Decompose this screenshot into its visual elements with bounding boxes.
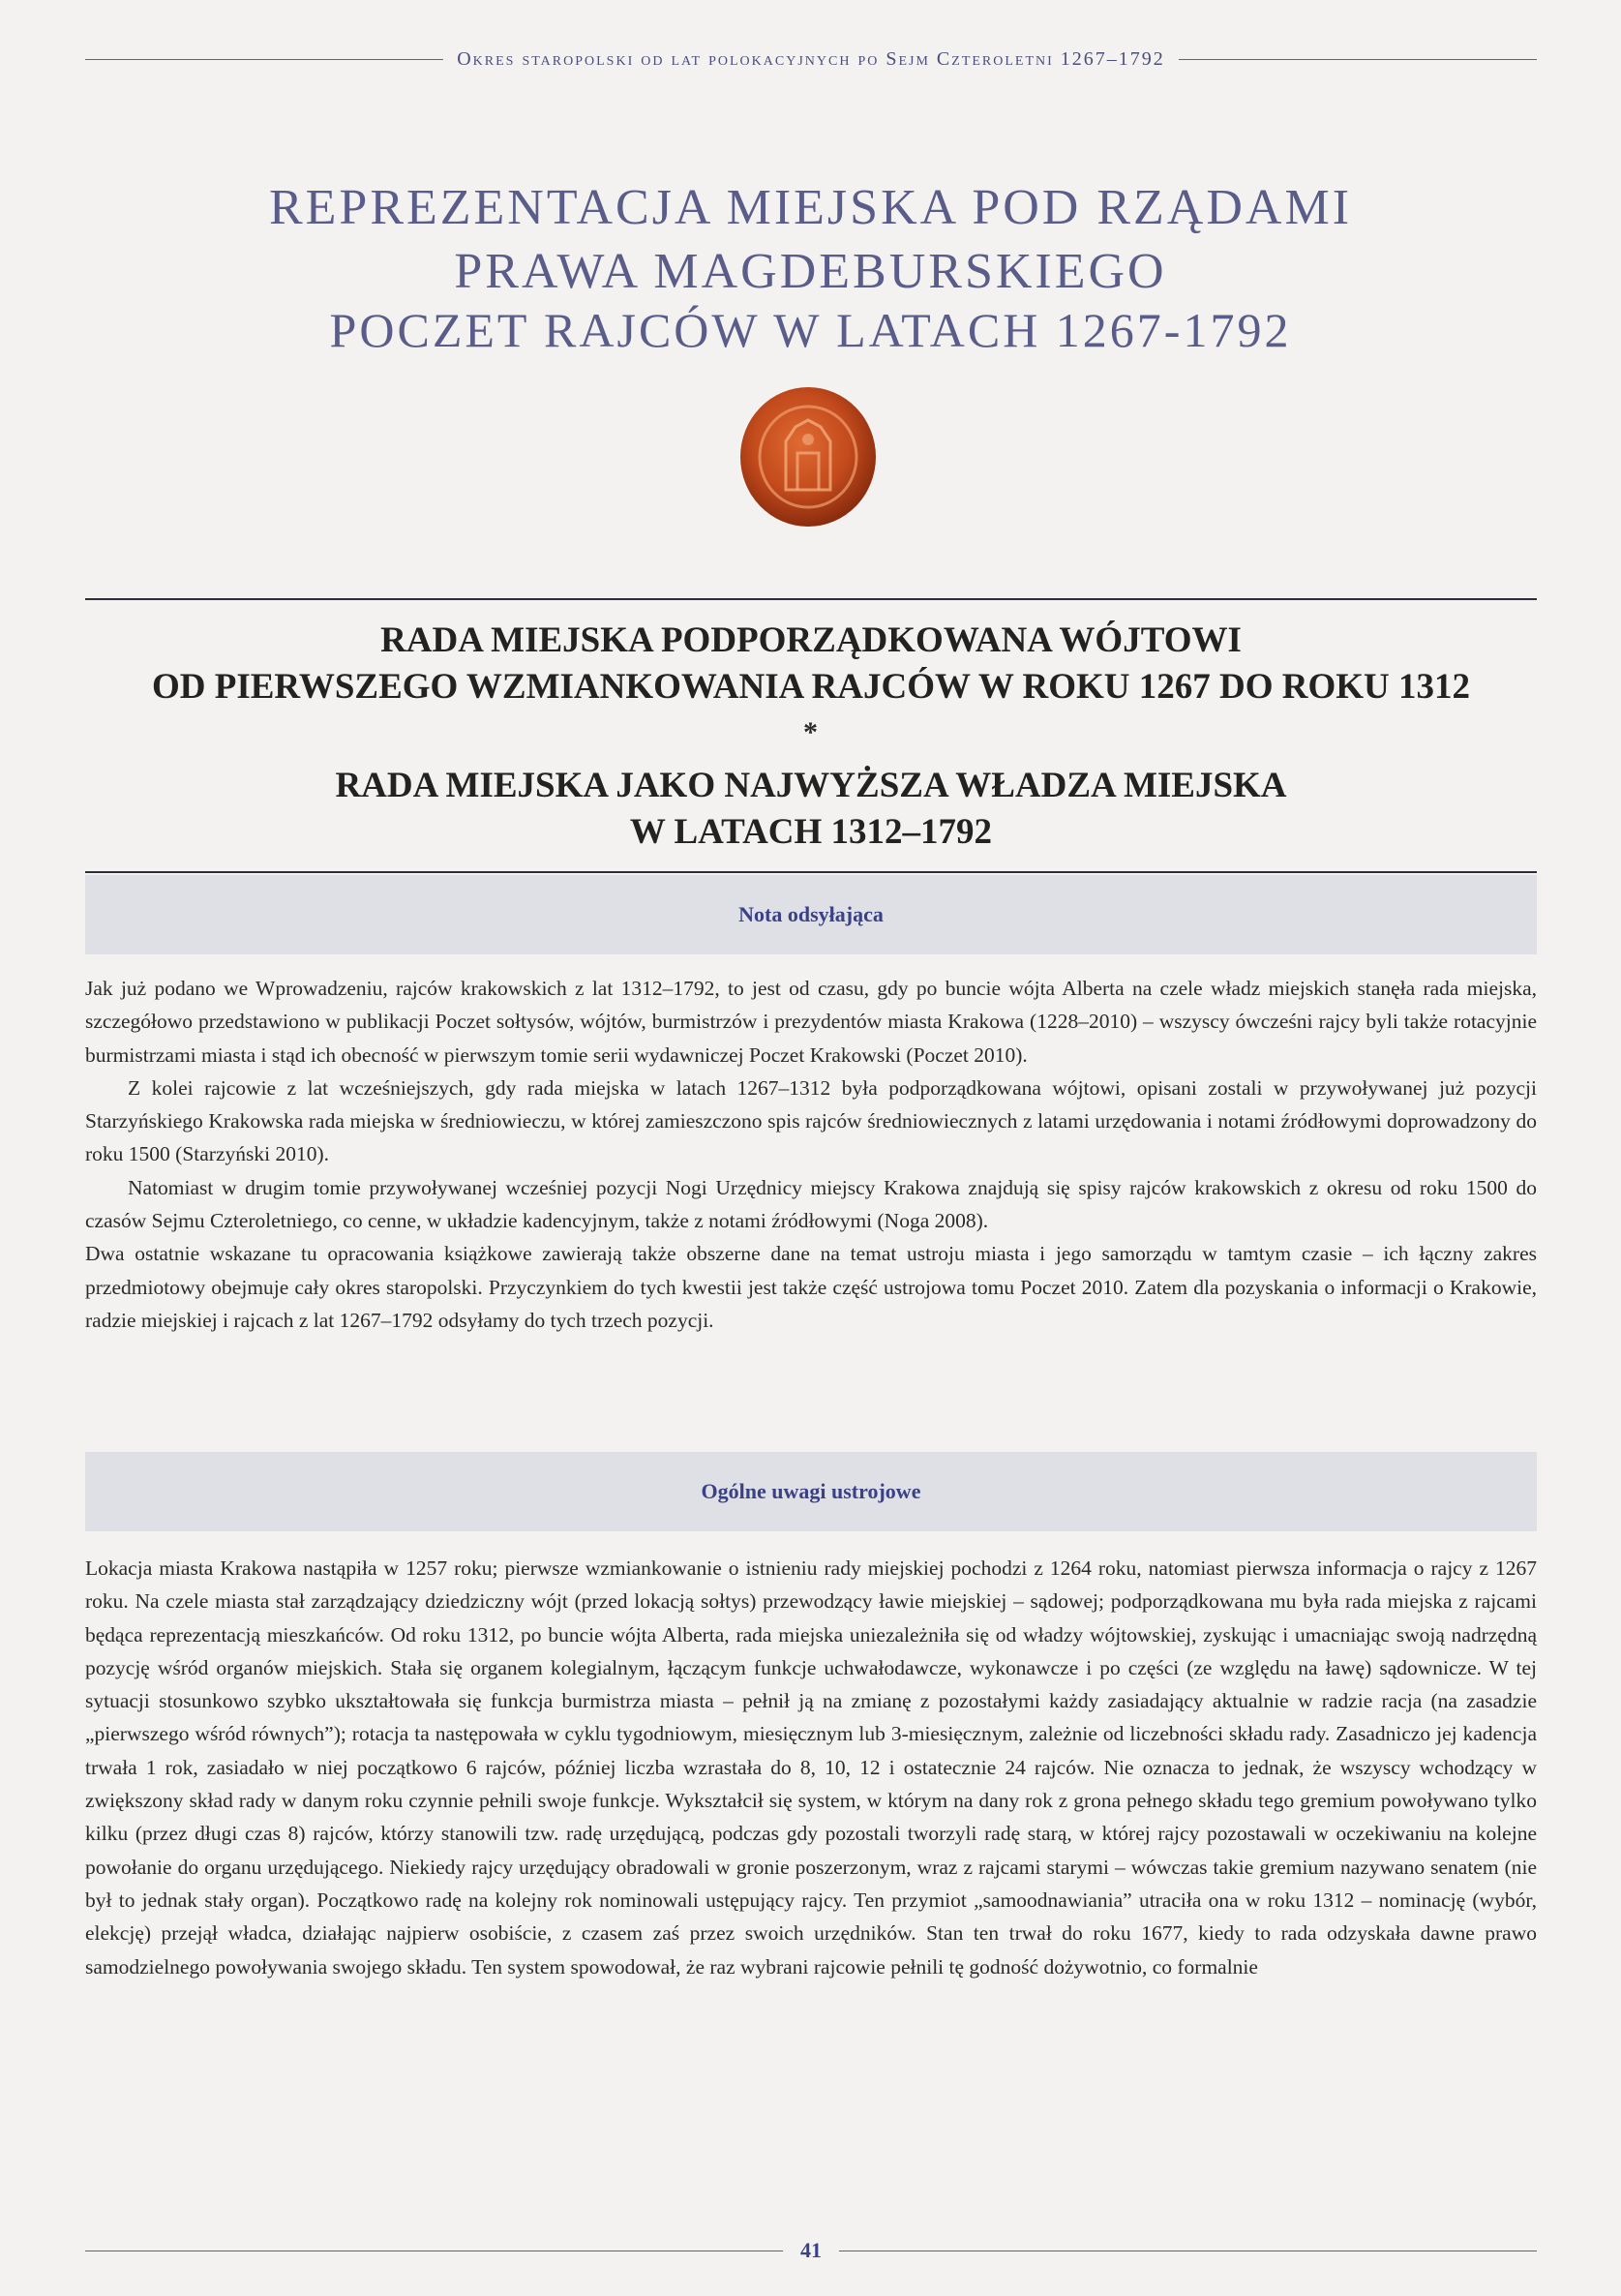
wax-seal-image bbox=[737, 383, 879, 529]
page-footer bbox=[85, 2238, 1537, 2263]
page-title bbox=[0, 176, 1621, 304]
paragraph: Lokacja miasta Krakowa nastąpiła w 1257 roku; pierwsze wzmiankowanie o istnieniu rady miejskiej pochodzi z 1264 roku, natomiast pierwsza informacja o rajcy z 1267 roku. Na czele miasta stał zarządzający dziedziczny wójt (przed lokacją sołtys) przewodzący ławie miejskiej – sądowej; podporządkowana mu była rada miejska z rajcami będąca reprezentacją mieszkańców. Od roku 1312, po buncie wójta Alberta, rada miejska uniezależniła się od władzy wójtowskiej, zyskując i umacniając swoją nadrzędną pozycję wśród organów miejskich. Stała się organem kolegialnym, łączącym funkcje uchwałodawcze, wykonawcze i po części (ze względu na ławę) sądownicze. W tej sytuacji stosunkowo szybko ukształtowała się funkcja burmistrza miasta – pełnił ją na zmianę z pozostałymi każdy zasiadający aktualnie w radzie racja (na zasadzie „pierwszego wśród równych”); rotacja ta następowała w cyklu tygodniowym, miesięcznym lub 3-miesięcznym, zależnie od liczebności składu rady. Zasadniczo jej kadencja trwała 1 rok, zasiadało w niej początkowo 6 rajców, później liczba wzrastała do 8, 10, 12 i ostatecznie 24 rajców. Nie oznacza to jednak, że wszyscy wchodzący w zwiększony skład rady w danym roku czynnie pełnili swoje funkcje. Wykształcił się system, w którym na dany rok z grona pełnego składu tego gremium powoływano tylko kilku (przez długi czas 8) rajców, którzy stanowili tzw. radę urzędującą, podczas gdy pozostali tworzyli radę starą, w której rajcy pozostawali w oczekiwaniu na kolejne powołanie do organu urzędującego. Niekiedy rajcy urzędujący obradowali w gronie poszerzonym, wraz z rajcami starymi – wówczas takie gremium nazywano senatem (nie był to jednak stały organ). Początkowo radę na kolejny rok nominowali ustępujący rajcy. Ten przymiot „samoodnawiania” utraciła ona w roku 1312 – nominację (wybór, elekcję) przejął władca, działając najpierw osobiście, z czasem zaś przez swoich urzędników. Stan ten trwał do roku 1677, kiedy to rada odzyskała dawne prawo samodzielnego powoływania swojego składu. Ten system spowodował, że raz wybrani rajcowie pełnili tę godność dożywotnio, co formalnie bbox=[85, 1556, 1537, 1979]
heading-2 bbox=[85, 763, 1537, 856]
asterisk-separator: * bbox=[803, 716, 818, 748]
heading-2-line2: W LATACH 1312–1792 bbox=[629, 812, 993, 852]
heading-1 bbox=[85, 618, 1537, 710]
rule-bottom bbox=[85, 871, 1537, 873]
heading-2-line1: RADA MIEJSKA JAKO NAJWYŻSZA WŁADZA MIEJSKA bbox=[335, 766, 1287, 805]
paragraph: Natomiast w drugim tomie przywoływanej wcześniej pozycji Nogi Urzędnicy miejscy Krakowa znajdują się spisy rajców krakowskich z okresu od roku 1500 do czasów Sejmu Czteroletniego, co cenne, w układzie kadencyjnym, także z notami źródłowymi (Noga 2008). bbox=[85, 1175, 1537, 1233]
page-subtitle: POCZET RAJCÓW W LATACH 1267-1792 bbox=[329, 303, 1292, 357]
running-head-text: Okres staropolski od lat polokacyjnych po Sejm Czteroletni 1267–1792 bbox=[457, 48, 1165, 70]
section-uwagi-text bbox=[85, 1552, 1537, 1983]
heading-1-line2: OD PIERWSZEGO WZMIANKOWANIA RAJCÓW W ROKU 1267 DO ROKU 1312 bbox=[151, 667, 1471, 707]
section-band-nota bbox=[85, 875, 1537, 954]
page-number: 41 bbox=[800, 2238, 822, 2262]
section-title-nota: Nota odsyłająca bbox=[738, 902, 884, 926]
paragraph: Dwa ostatnie wskazane tu opracowania książkowe zawierają także obszerne dane na temat ustroju miasta i jego samorządu w tamtym czasie – ich łączny zakres przedmiotowy obejmuje cały okres staropolski. Przyczynkiem do tych kwestii jest także część ustrojowa tomu Poczet 2010. Zatem dla pozyskania o informacji o Krakowie, radzie miejskiej i rajcach z lat 1267–1792 odsyłamy do tych trzech pozycji. bbox=[85, 1242, 1537, 1332]
running-head bbox=[85, 48, 1537, 71]
page-title-line2: PRAWA MAGDEBURSKIEGO bbox=[454, 244, 1167, 299]
paragraph: Z kolei rajcowie z lat wcześniejszych, gdy rada miejska w latach 1267–1312 była podporządkowana wójtowi, opisani zostali w przywoływanej już pozycji Starzyńskiego Krakowska rada miejska w średniowieczu, w której zamieszczono spis rajców średniowiecznych z latami urzędowania i notami źródłowymi doprowadzony do roku 1500 (Starzyński 2010). bbox=[85, 1075, 1537, 1166]
running-head-rule-right bbox=[1179, 59, 1537, 60]
rule-top bbox=[85, 598, 1537, 600]
paragraph: Jak już podano we Wprowadzeniu, rajców krakowskich z lat 1312–1792, to jest od czasu, gdy po buncie wójta Alberta na czele władz miejskich stanęła rada miejska, szczegółowo przedstawiono w publikacji Poczet sołtysów, wójtów, burmistrzów i prezydentów miasta Krakowa (1228–2010) – wszyscy ówcześni rajcy byli także rotacyjnie burmistrzami miasta i stąd ich obecność w pierwszym tomie serii wydawniczej Poczet Krakowski (Poczet 2010). bbox=[85, 977, 1537, 1067]
section-title-uwagi: Ogólne uwagi ustrojowe bbox=[701, 1479, 921, 1503]
heading-1-line1: RADA MIEJSKA PODPORZĄDKOWANA WÓJTOWI bbox=[380, 620, 1242, 660]
section-band-uwagi bbox=[85, 1452, 1537, 1531]
page-title-line1: REPREZENTACJA MIEJSKA POD RZĄDAMI bbox=[268, 180, 1353, 235]
section-nota-text bbox=[85, 972, 1537, 1337]
running-head-rule-left bbox=[85, 59, 443, 60]
